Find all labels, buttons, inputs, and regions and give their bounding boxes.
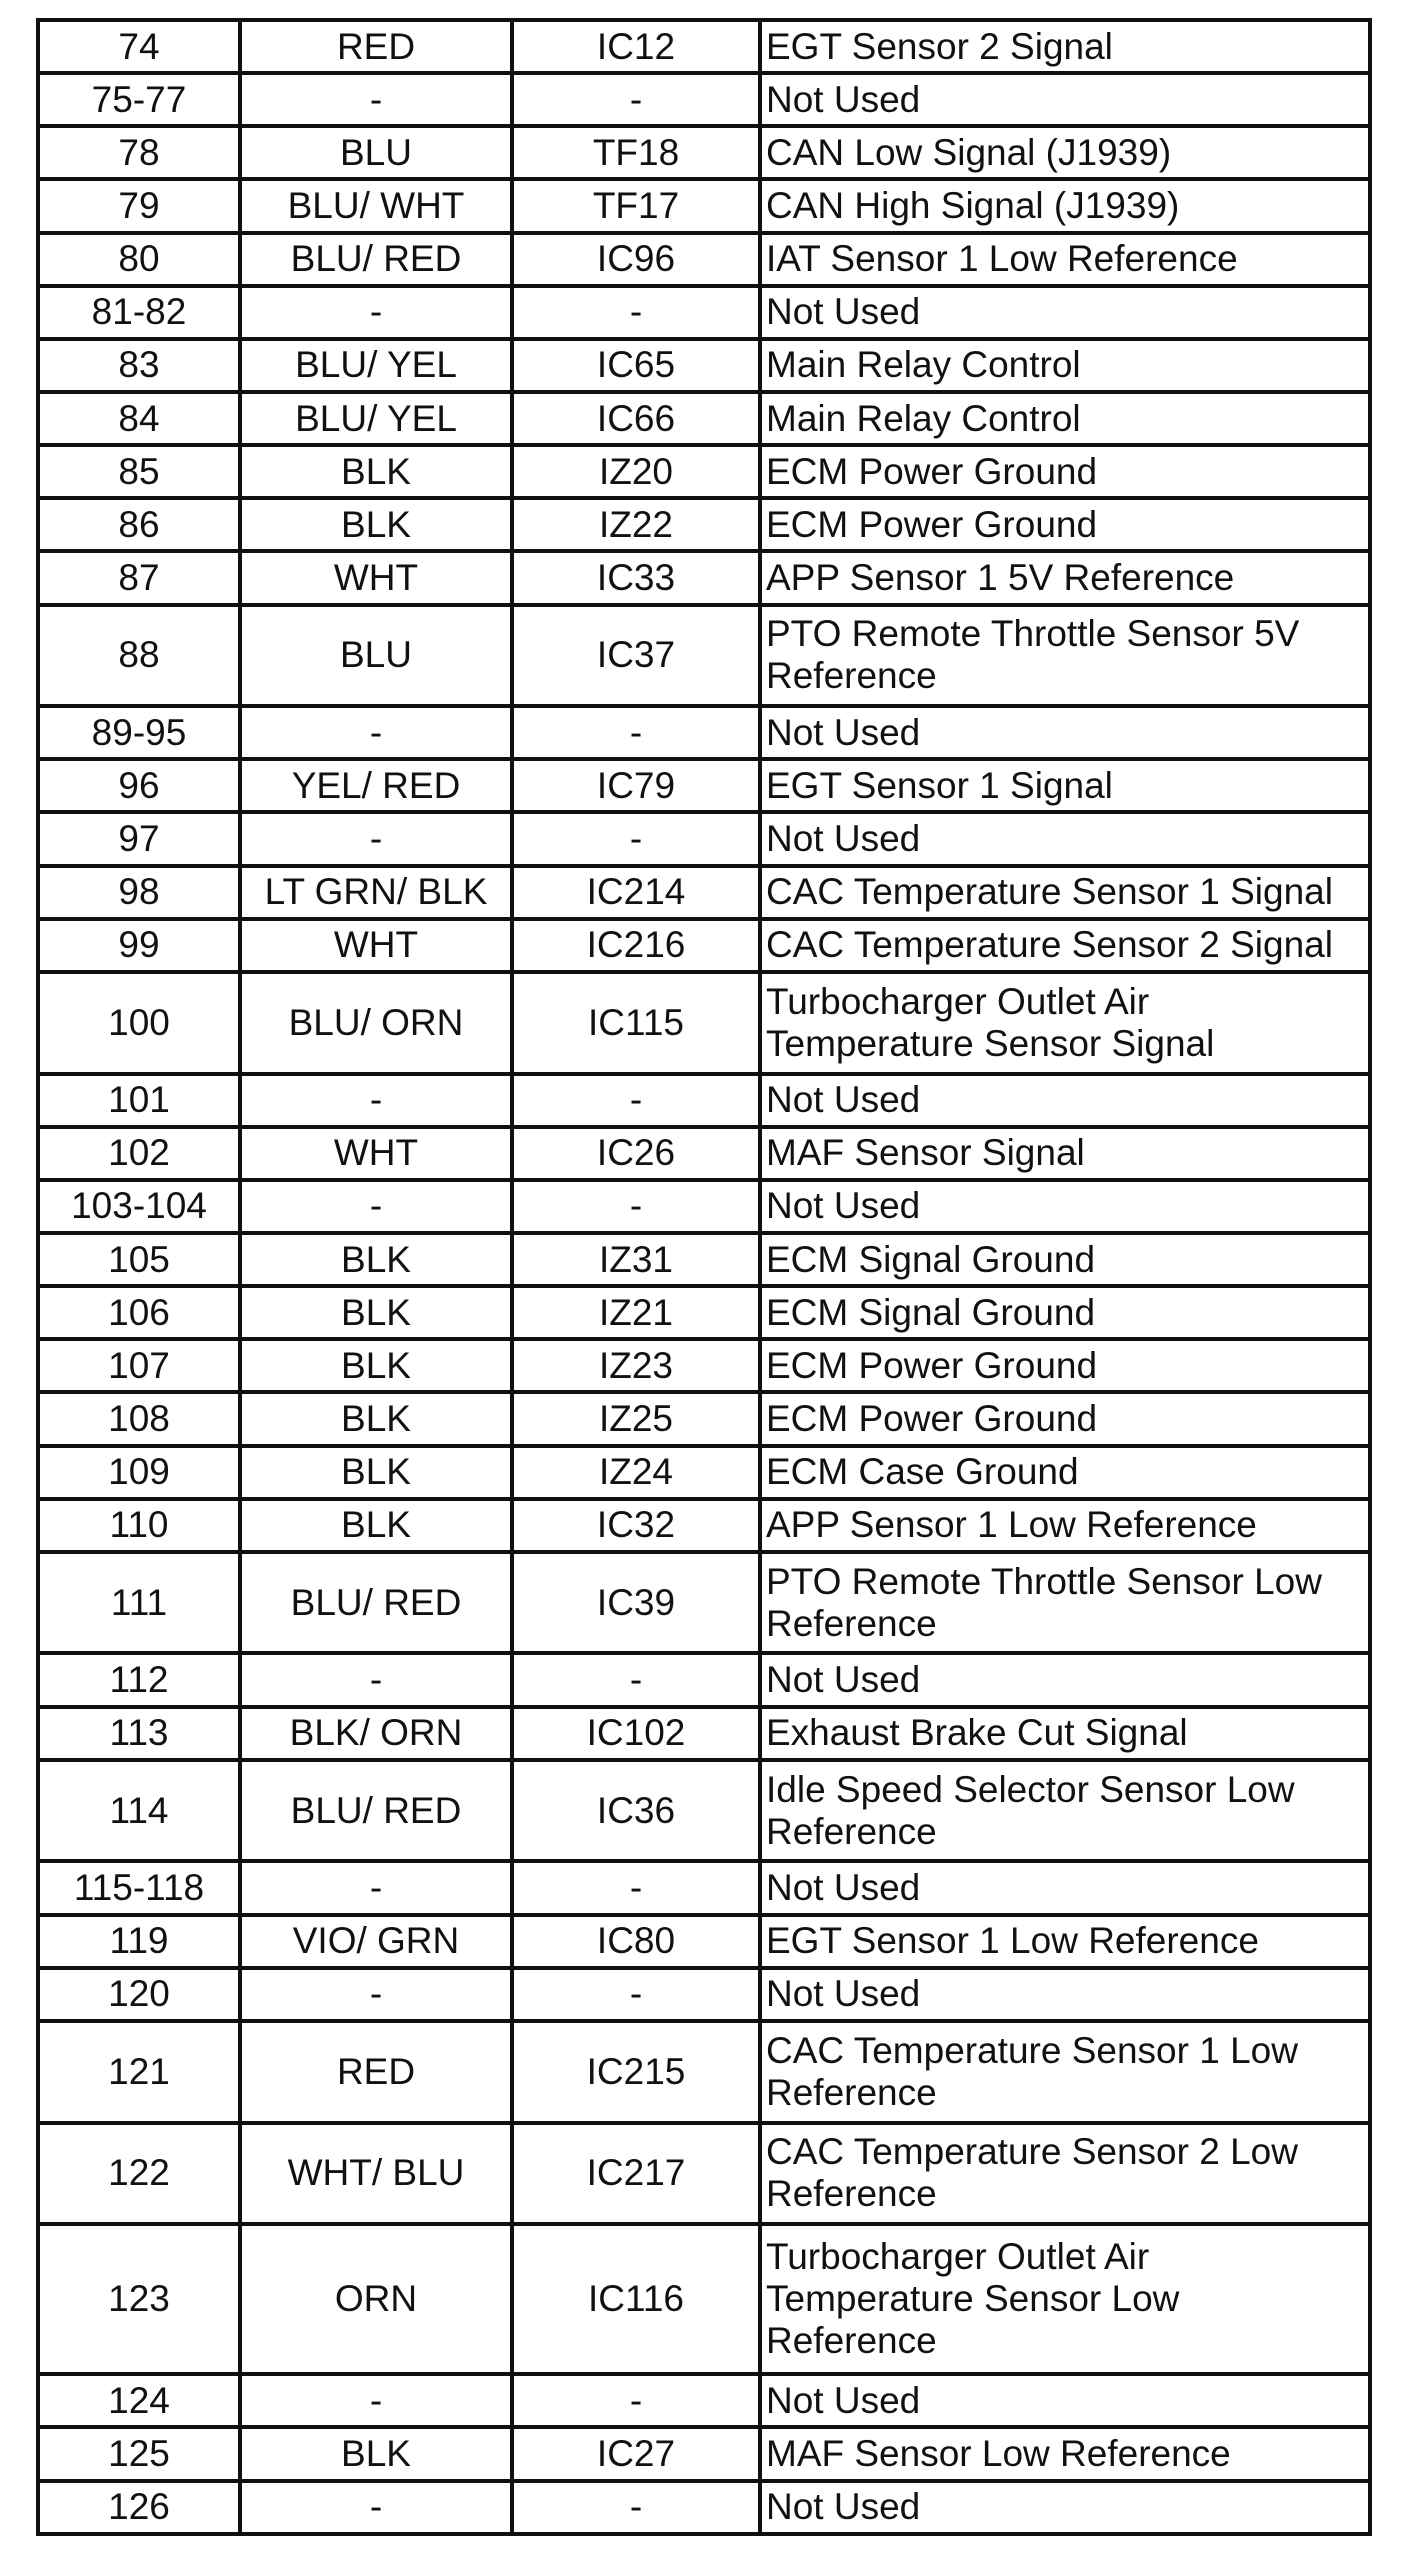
wire-color-cell: ORN [240,2224,512,2374]
function-cell: ECM Case Ground [760,1446,1370,1499]
pin-number-cell: 110 [38,1499,240,1552]
table-row [38,1392,1370,1445]
pin-number-cell: 84 [38,392,240,445]
function-cell: ECM Power Ground [760,445,1370,498]
wire-color-cell: BLK [240,1392,512,1445]
circuit-number-cell: - [512,1968,760,2021]
table-row [38,812,1370,865]
pin-number-cell: 81-82 [38,286,240,339]
table-row [38,2374,1370,2427]
wire-color-cell: WHT/ BLU [240,2123,512,2225]
function-cell: Not Used [760,1968,1370,2021]
table-row [38,1653,1370,1706]
circuit-number-cell: IC217 [512,2123,760,2225]
function-cell: ECM Power Ground [760,498,1370,551]
wire-color-cell: - [240,2374,512,2427]
pin-number-cell: 85 [38,445,240,498]
pin-number-cell: 114 [38,1760,240,1862]
function-cell: Not Used [760,1180,1370,1233]
table-row [38,1552,1370,1654]
circuit-number-cell: IC115 [512,972,760,1074]
function-cell: EGT Sensor 2 Signal [760,20,1370,73]
function-cell: Not Used [760,2374,1370,2427]
wire-color-cell: RED [240,2021,512,2123]
wire-color-cell: - [240,73,512,126]
pin-number-cell: 96 [38,759,240,812]
function-cell: Turbocharger Outlet Air Temperature Sensor Low Reference [760,2224,1370,2374]
table-row [38,498,1370,551]
wire-color-cell: BLU [240,126,512,179]
function-cell: Not Used [760,2481,1370,2534]
pin-number-cell: 126 [38,2481,240,2534]
pin-number-cell: 79 [38,179,240,232]
circuit-number-cell: TF17 [512,179,760,232]
circuit-number-cell: IC102 [512,1707,760,1760]
wire-color-cell: - [240,1074,512,1127]
pin-number-cell: 101 [38,1074,240,1127]
function-cell: Not Used [760,1074,1370,1127]
table-row [38,445,1370,498]
pin-number-cell: 121 [38,2021,240,2123]
circuit-number-cell: IC66 [512,392,760,445]
pin-number-cell: 119 [38,1915,240,1968]
table-row [38,919,1370,972]
pin-number-cell: 125 [38,2427,240,2480]
table-row [38,706,1370,759]
wire-color-cell: BLU/ RED [240,233,512,286]
wire-color-cell: BLU/ YEL [240,392,512,445]
wire-color-cell: LT GRN/ BLK [240,866,512,919]
table-row [38,1180,1370,1233]
pin-number-cell: 115-118 [38,1861,240,1914]
wire-color-cell: BLU/ WHT [240,179,512,232]
table-row [38,2481,1370,2534]
circuit-number-cell: IC33 [512,551,760,604]
function-cell: Main Relay Control [760,392,1370,445]
wire-color-cell: YEL/ RED [240,759,512,812]
table-row [38,233,1370,286]
wire-color-cell: BLK [240,445,512,498]
table-row [38,2123,1370,2225]
function-cell: Not Used [760,812,1370,865]
wire-color-cell: BLU/ ORN [240,972,512,1074]
table-row [38,2021,1370,2123]
wire-color-cell: BLK [240,1233,512,1286]
circuit-number-cell: IZ31 [512,1233,760,1286]
wire-color-cell: WHT [240,1127,512,1180]
wire-color-cell: BLK [240,498,512,551]
circuit-number-cell: IC39 [512,1552,760,1654]
wire-color-cell: BLK [240,1286,512,1339]
circuit-number-cell: IC32 [512,1499,760,1552]
pin-number-cell: 99 [38,919,240,972]
table-row [38,1915,1370,1968]
circuit-number-cell: IC37 [512,605,760,707]
function-cell: CAC Temperature Sensor 1 Signal [760,866,1370,919]
circuit-number-cell: - [512,812,760,865]
table-row [38,73,1370,126]
wire-color-cell: BLU/ RED [240,1552,512,1654]
function-cell: CAC Temperature Sensor 1 Low Reference [760,2021,1370,2123]
table-row [38,1861,1370,1914]
circuit-number-cell: - [512,2374,760,2427]
circuit-number-cell: - [512,706,760,759]
circuit-number-cell: - [512,2481,760,2534]
wire-color-cell: VIO/ GRN [240,1915,512,1968]
function-cell: Not Used [760,1861,1370,1914]
function-cell: MAF Sensor Signal [760,1127,1370,1180]
pin-number-cell: 100 [38,972,240,1074]
circuit-number-cell: - [512,1861,760,1914]
function-cell: Not Used [760,286,1370,339]
function-cell: Not Used [760,73,1370,126]
function-cell: PTO Remote Throttle Sensor 5V Reference [760,605,1370,707]
function-cell: Main Relay Control [760,339,1370,392]
function-cell: ECM Signal Ground [760,1286,1370,1339]
function-cell: CAC Temperature Sensor 2 Low Reference [760,2123,1370,2225]
table-row [38,1760,1370,1862]
pin-number-cell: 88 [38,605,240,707]
circuit-number-cell: IC80 [512,1915,760,1968]
circuit-number-cell: IC116 [512,2224,760,2374]
function-cell: CAN High Signal (J1939) [760,179,1370,232]
function-cell: Not Used [760,1653,1370,1706]
pin-number-cell: 103-104 [38,1180,240,1233]
function-cell: APP Sensor 1 5V Reference [760,551,1370,604]
circuit-number-cell: IZ23 [512,1339,760,1392]
wire-color-cell: - [240,812,512,865]
pin-number-cell: 123 [38,2224,240,2374]
circuit-number-cell: IC216 [512,919,760,972]
wire-color-cell: RED [240,20,512,73]
table-row [38,126,1370,179]
wire-color-cell: BLK/ ORN [240,1707,512,1760]
wire-color-cell: WHT [240,551,512,604]
table-row [38,551,1370,604]
table-row [38,179,1370,232]
pin-number-cell: 78 [38,126,240,179]
circuit-number-cell: - [512,1653,760,1706]
pin-number-cell: 105 [38,1233,240,1286]
wire-color-cell: - [240,1653,512,1706]
function-cell: Exhaust Brake Cut Signal [760,1707,1370,1760]
circuit-number-cell: IC12 [512,20,760,73]
pin-number-cell: 120 [38,1968,240,2021]
table-body [38,20,1370,2534]
pin-number-cell: 75-77 [38,73,240,126]
circuit-number-cell: IZ24 [512,1446,760,1499]
function-cell: EGT Sensor 1 Low Reference [760,1915,1370,1968]
function-cell: Idle Speed Selector Sensor Low Reference [760,1760,1370,1862]
circuit-number-cell: IC215 [512,2021,760,2123]
pin-number-cell: 80 [38,233,240,286]
table-row [38,1707,1370,1760]
wire-color-cell: BLK [240,1499,512,1552]
function-cell: EGT Sensor 1 Signal [760,759,1370,812]
circuit-number-cell: IC79 [512,759,760,812]
wire-color-cell: WHT [240,919,512,972]
function-cell: Not Used [760,706,1370,759]
pin-number-cell: 109 [38,1446,240,1499]
circuit-number-cell: IZ22 [512,498,760,551]
table-row [38,1339,1370,1392]
circuit-number-cell: IC214 [512,866,760,919]
function-cell: ECM Power Ground [760,1392,1370,1445]
function-cell: IAT Sensor 1 Low Reference [760,233,1370,286]
wire-color-cell: - [240,1180,512,1233]
pin-number-cell: 86 [38,498,240,551]
pin-number-cell: 124 [38,2374,240,2427]
pin-number-cell: 97 [38,812,240,865]
table-row [38,1446,1370,1499]
wire-color-cell: BLU/ YEL [240,339,512,392]
table-row [38,1127,1370,1180]
circuit-number-cell: IZ20 [512,445,760,498]
pin-number-cell: 122 [38,2123,240,2225]
table-row [38,759,1370,812]
function-cell: CAC Temperature Sensor 2 Signal [760,919,1370,972]
pin-number-cell: 108 [38,1392,240,1445]
table-row [38,866,1370,919]
circuit-number-cell: IC26 [512,1127,760,1180]
pin-number-cell: 102 [38,1127,240,1180]
function-cell: PTO Remote Throttle Sensor Low Reference [760,1552,1370,1654]
connector-pinout-table [36,18,1372,2536]
table-row [38,339,1370,392]
circuit-number-cell: TF18 [512,126,760,179]
circuit-number-cell: IC96 [512,233,760,286]
circuit-number-cell: IC27 [512,2427,760,2480]
wire-color-cell: - [240,1861,512,1914]
wire-color-cell: - [240,706,512,759]
pin-number-cell: 83 [38,339,240,392]
wire-color-cell: BLK [240,2427,512,2480]
function-cell: Turbocharger Outlet Air Temperature Sensor Signal [760,972,1370,1074]
pin-number-cell: 111 [38,1552,240,1654]
wire-color-cell: BLK [240,1446,512,1499]
table-row [38,1968,1370,2021]
pin-number-cell: 74 [38,20,240,73]
wire-color-cell: - [240,2481,512,2534]
table-row [38,392,1370,445]
pin-number-cell: 89-95 [38,706,240,759]
circuit-number-cell: IC65 [512,339,760,392]
table-row [38,1074,1370,1127]
circuit-number-cell: - [512,286,760,339]
pin-number-cell: 98 [38,866,240,919]
table-row [38,2224,1370,2374]
table-row [38,1499,1370,1552]
table-row [38,1286,1370,1339]
table-row [38,605,1370,707]
wire-color-cell: BLU/ RED [240,1760,512,1862]
function-cell: APP Sensor 1 Low Reference [760,1499,1370,1552]
circuit-number-cell: - [512,73,760,126]
function-cell: MAF Sensor Low Reference [760,2427,1370,2480]
wire-color-cell: BLU [240,605,512,707]
function-cell: ECM Signal Ground [760,1233,1370,1286]
function-cell: ECM Power Ground [760,1339,1370,1392]
table-row [38,1233,1370,1286]
circuit-number-cell: - [512,1180,760,1233]
pin-number-cell: 112 [38,1653,240,1706]
wire-color-cell: - [240,1968,512,2021]
wire-color-cell: BLK [240,1339,512,1392]
table-row [38,20,1370,73]
function-cell: CAN Low Signal (J1939) [760,126,1370,179]
circuit-number-cell: - [512,1074,760,1127]
circuit-number-cell: IZ25 [512,1392,760,1445]
pin-number-cell: 113 [38,1707,240,1760]
table-row [38,2427,1370,2480]
table-row [38,972,1370,1074]
pin-number-cell: 107 [38,1339,240,1392]
pin-number-cell: 87 [38,551,240,604]
circuit-number-cell: IZ21 [512,1286,760,1339]
wire-color-cell: - [240,286,512,339]
circuit-number-cell: IC36 [512,1760,760,1862]
pin-number-cell: 106 [38,1286,240,1339]
table-row [38,286,1370,339]
